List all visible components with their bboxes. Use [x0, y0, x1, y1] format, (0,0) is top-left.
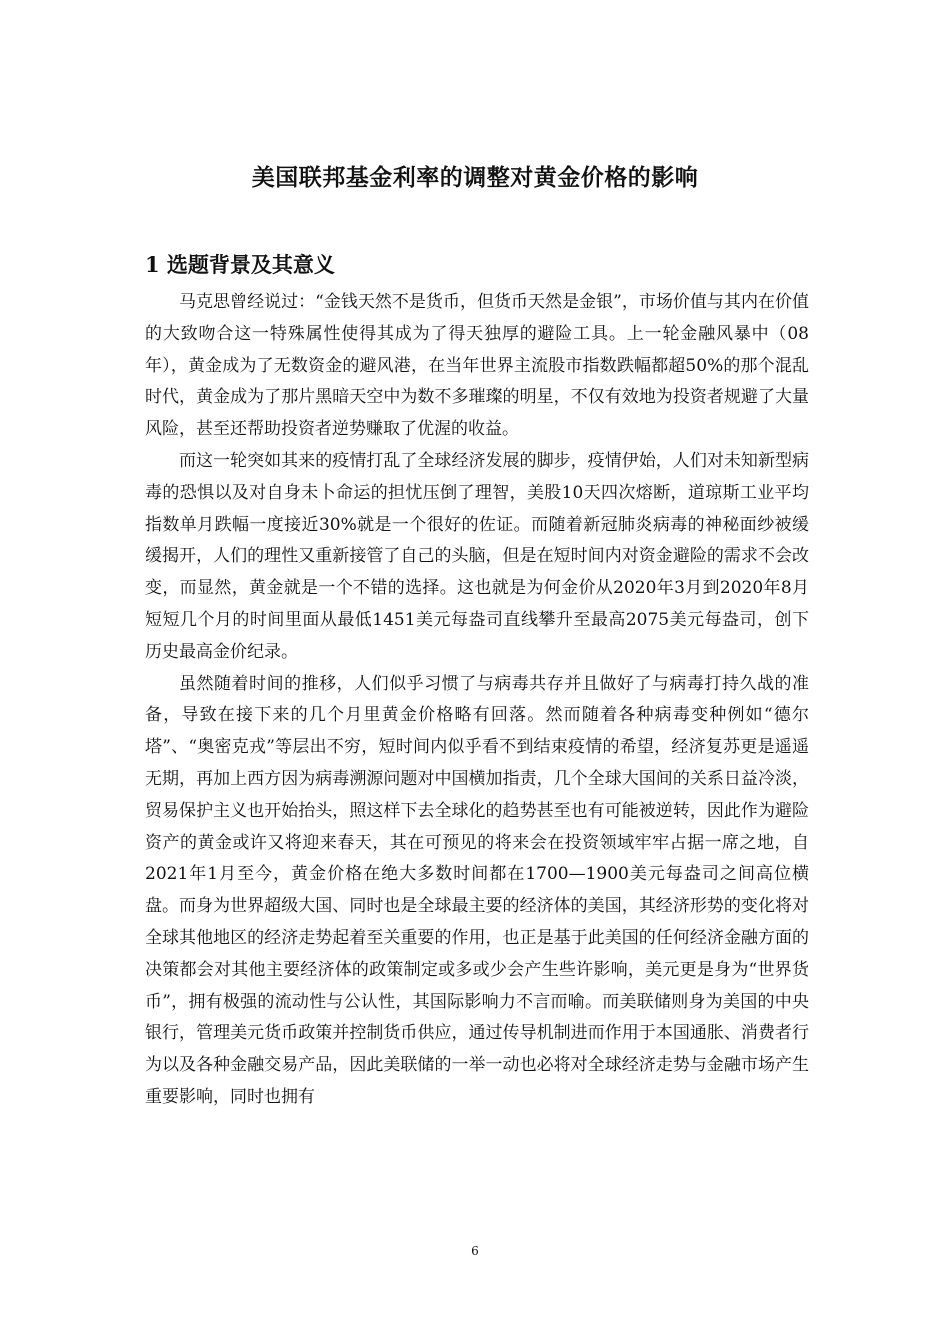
body-text — [145, 287, 809, 1114]
section-heading: 1 选题背景及其意义 — [145, 252, 335, 277]
document-title: 美国联邦基金利率的调整对黄金价格的影响 — [251, 164, 699, 191]
paragraph: 而这一轮突如其来的疫情打乱了全球经济发展的脚步，疫情伊始，人们对未知新型病毒的恐惧以及对自身未卜命运的担忧压倒了理智，美股10天四次熔断，道琼斯工业平均指数单月跌幅一度接近30%就是一个很好的佐证。而随着新冠肺炎病毒的神秘面纱被缓缓揭开，人们的理性又重新接管了自己的头脑，但是在短时间内对资金避险的需求不会改变，而显然，黄金就是一个不错的选择。这也就是为何金价从2020年3月到2020年8月短短几个月的时间里面从最低1451美元每盎司直线攀升至最高2075美元每盎司，创下历史最高金价纪录。 — [145, 450, 809, 662]
page-number: 6 — [471, 1244, 479, 1258]
paragraph: 虽然随着时间的推移，人们似乎习惯了与病毒共存并且做好了与病毒打持久战的准备，导致在接下来的几个月里黄金价格略有回落。然而随着各种病毒变种例如“德尔塔”、“奥密克戎”等层出不穷，短时间内似乎看不到结束疫情的希望，经济复苏更是遥遥无期，再加上西方因为病毒溯源问题对中国横加指责，几个全球大国间的关系日益冷淡，贸易保护主义也开始抬头，照这样下去全球化的趋势甚至也有可能被逆转，因此作为避险资产的黄金或许又将迎来春天，其在可预见的将来会在投资领域牢牢占据一席之地，自2021年1月至今，黄金价格在绝大多数时间都在1700—1900美元每盎司之间高位横盘。而身为世界超级大国、同时也是全球最主要的经济体的美国，其经济形势的变化将对全球其他地区的经济走势起着至关重要的作用，也正是基于此美国的任何经济金融方面的决策都会对其他主要经济体的政策制定或多或少会产生些许影响，美元更是身为“世界货币”，拥有极强的流动性与公认性，其国际影响力不言而喻。而美联储则身为美国的中央银行，管理美元货币政策并控制货币供应，通过传导机制进而作用于本国通胀、消费者行为以及各种金融交易产品，因此美联储的一举一动也必将对全球经济走势与金融市场产生重要影响，同时也拥有 — [145, 673, 809, 1107]
paragraph: 马克思曾经说过：“金钱天然不是货币，但货币天然是金银”，市场价值与其内在价值的大致吻合这一特殊属性使得其成为了得天独厚的避险工具。上一轮金融风暴中（08年），黄金成为了无数资金的避风港，在当年世界主流股市指数跌幅都超50%的那个混乱时代，黄金成为了那片黑暗天空中为数不多璀璨的明星，不仅有效地为投资者规避了大量风险，甚至还帮助投资者逆势赚取了优渥的收益。 — [145, 292, 809, 440]
